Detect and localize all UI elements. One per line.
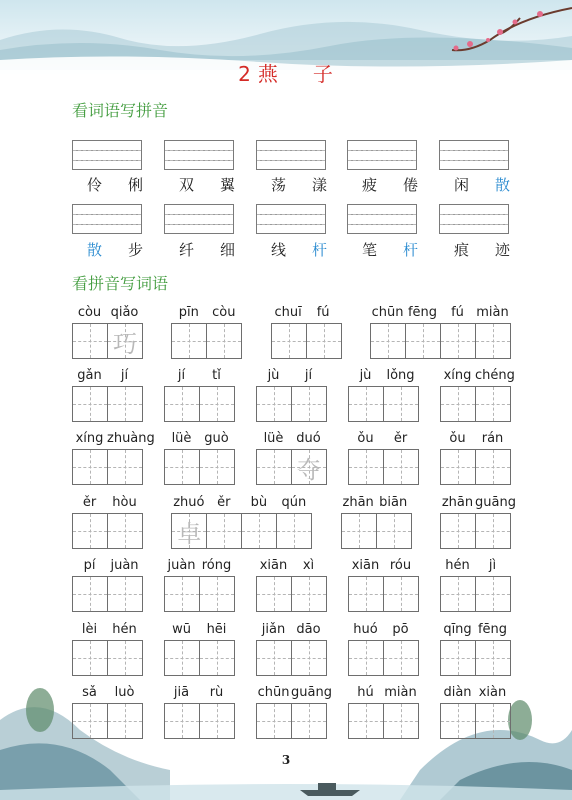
pinyin-syllable: ǒu	[357, 431, 374, 446]
tianzige-grid	[164, 703, 234, 739]
tianzige-grid	[72, 703, 142, 739]
pinyin-label	[440, 558, 510, 573]
tianzige-cell[interactable]	[107, 449, 143, 485]
lesson-number: 2	[238, 62, 252, 86]
tianzige-grid	[164, 640, 234, 676]
pinyin-syllable: fú	[451, 305, 464, 320]
tianzige-cell[interactable]	[376, 513, 412, 549]
pinyin-syllable: jí	[304, 368, 313, 383]
tianzige-cell[interactable]	[256, 386, 292, 422]
pinyin-syllable: zhān	[441, 495, 474, 510]
pinyin-syllable: xì	[302, 558, 315, 573]
pinyin-syllable: còu	[77, 305, 102, 320]
tianzige-cell[interactable]	[107, 513, 143, 549]
pinyin-label	[256, 558, 326, 573]
pinyin-answer-box[interactable]	[256, 140, 326, 170]
tianzige-cell[interactable]	[383, 449, 419, 485]
vocab-word	[447, 239, 517, 260]
pinyin-label	[370, 305, 510, 320]
tianzige-grid	[440, 576, 510, 612]
tianzige-grid	[271, 323, 341, 359]
vocab-char: 杆	[403, 241, 419, 259]
pinyin-answer-box[interactable]	[164, 140, 234, 170]
pinyin-syllable: xíng	[443, 368, 472, 383]
tianzige-cell[interactable]	[440, 449, 476, 485]
tianzige-cell[interactable]	[291, 640, 327, 676]
vocab-char: 倦	[403, 176, 419, 194]
tianzige-grid	[171, 323, 241, 359]
tianzige-cell[interactable]	[171, 323, 207, 359]
tianzige-cell[interactable]	[206, 323, 242, 359]
tianzige-cell[interactable]	[383, 703, 419, 739]
vocab-word	[355, 239, 425, 260]
tianzige-cell[interactable]	[107, 576, 143, 612]
pinyin-syllable: huó	[353, 622, 378, 637]
tianzige-cell[interactable]	[256, 640, 292, 676]
pinyin-syllable: ěr	[217, 495, 231, 510]
pinyin-label	[256, 431, 326, 446]
tianzige-grid	[171, 513, 311, 549]
pinyin-syllable: fú	[316, 305, 330, 320]
pinyin-syllable: ǒu	[449, 431, 466, 446]
tianzige-cell[interactable]	[72, 323, 108, 359]
pinyin-syllable: juàn	[110, 558, 139, 573]
vocab-char: 俐	[128, 176, 144, 194]
tianzige-grid	[256, 576, 326, 612]
pinyin-syllable: fēng	[407, 305, 438, 320]
pinyin-answer-box[interactable]	[72, 204, 142, 234]
tianzige-grid	[348, 640, 418, 676]
tianzige-grid	[72, 640, 142, 676]
tianzige-cell[interactable]	[306, 323, 342, 359]
pinyin-label	[440, 685, 510, 700]
vocab-char: 伶	[86, 176, 102, 194]
pinyin-syllable: juàn	[167, 558, 196, 573]
tianzige-grid	[440, 513, 510, 549]
pinyin-syllable: chéng	[475, 368, 515, 383]
pinyin-label	[440, 495, 516, 510]
tianzige-grid	[348, 386, 418, 422]
tianzige-cell[interactable]	[241, 513, 277, 549]
pinyin-syllable: duó	[296, 431, 321, 446]
tianzige-cell[interactable]	[72, 576, 108, 612]
tianzige-cell[interactable]	[348, 703, 384, 739]
pinyin-syllable: rù	[209, 685, 224, 700]
tianzige-cell[interactable]	[256, 449, 292, 485]
vocab-word	[172, 174, 242, 195]
pinyin-syllable: zhān	[342, 495, 374, 510]
pinyin-syllable: guāng	[291, 685, 332, 700]
pinyin-syllable: zhuó	[173, 495, 205, 510]
pinyin-label	[256, 685, 332, 700]
vocab-char: 翼	[220, 176, 236, 194]
pinyin-syllable: lǒng	[386, 368, 415, 383]
tianzige-grid	[256, 703, 326, 739]
tianzige-cell[interactable]	[276, 513, 312, 549]
lesson-title-char-1: 燕	[257, 62, 279, 86]
pinyin-syllable: xiàn	[478, 685, 507, 700]
pinyin-syllable: pīn	[178, 305, 199, 320]
vocab-char: 痕	[453, 241, 469, 259]
pinyin-syllable: jí	[120, 368, 129, 383]
pinyin-syllable: lèi	[81, 622, 98, 637]
tianzige-cell[interactable]	[405, 323, 441, 359]
pinyin-label	[72, 431, 155, 446]
pinyin-syllable: rán	[481, 431, 504, 446]
section-title-write-pinyin: 看词语写拼音	[72, 101, 169, 120]
tianzige-cell[interactable]	[72, 449, 108, 485]
vocab-char: 细	[220, 241, 236, 259]
pinyin-label	[256, 368, 326, 383]
tianzige-cell[interactable]	[256, 576, 292, 612]
pinyin-answer-box[interactable]	[256, 204, 326, 234]
pinyin-syllable: ěr	[82, 495, 97, 510]
pinyin-syllable: gǎn	[77, 368, 102, 383]
vocab-char: 笔	[361, 241, 377, 259]
tianzige-cell[interactable]	[171, 513, 207, 549]
pinyin-syllable: chūn	[257, 685, 290, 700]
vocab-word	[355, 174, 425, 195]
pinyin-label	[72, 622, 142, 637]
tianzige-cell[interactable]	[107, 386, 143, 422]
tianzige-cell[interactable]	[341, 513, 377, 549]
tianzige-grid	[440, 640, 510, 676]
hint-char: 巧	[113, 329, 137, 358]
pinyin-answer-box[interactable]	[164, 204, 234, 234]
pinyin-label	[271, 305, 341, 320]
tianzige-cell[interactable]	[440, 640, 476, 676]
tianzige-cell[interactable]	[72, 640, 108, 676]
tianzige-cell[interactable]	[199, 640, 235, 676]
tianzige-cell[interactable]	[440, 386, 476, 422]
tianzige-cell[interactable]	[107, 640, 143, 676]
tianzige-cell[interactable]	[107, 323, 143, 359]
vocab-word	[264, 239, 334, 260]
pinyin-label	[164, 558, 234, 573]
vocab-char: 迹	[495, 241, 511, 259]
tianzige-cell[interactable]	[256, 703, 292, 739]
tianzige-cell[interactable]	[440, 513, 476, 549]
pinyin-label	[440, 368, 515, 383]
pinyin-syllable: chuī	[274, 305, 302, 320]
pinyin-syllable: zhuàng	[107, 431, 155, 446]
vocab-char: 漾	[312, 176, 328, 194]
pinyin-label	[348, 431, 418, 446]
pinyin-syllable: diàn	[443, 685, 472, 700]
pinyin-syllable: bù	[250, 495, 268, 510]
tianzige-cell[interactable]	[383, 576, 419, 612]
lesson-title	[0, 58, 572, 87]
vocab-char: 散	[86, 241, 102, 259]
tianzige-grid	[256, 640, 326, 676]
pinyin-syllable: pí	[83, 558, 96, 573]
pinyin-syllable: guò	[204, 431, 229, 446]
vocab-char: 双	[178, 176, 194, 194]
tianzige-cell[interactable]	[475, 449, 511, 485]
vocab-word	[172, 239, 242, 260]
tianzige-grid	[72, 449, 142, 485]
vocab-word	[80, 174, 150, 195]
vocab-word	[447, 174, 517, 195]
pinyin-syllable: hén	[445, 558, 470, 573]
tianzige-cell[interactable]	[475, 323, 511, 359]
pinyin-label	[348, 685, 418, 700]
tianzige-grid	[164, 449, 234, 485]
tianzige-grid	[440, 386, 510, 422]
pinyin-syllable: miàn	[384, 685, 417, 700]
pinyin-syllable: jù	[267, 368, 280, 383]
pinyin-syllable: qún	[281, 495, 307, 510]
pinyin-label	[164, 622, 234, 637]
tianzige-grid	[370, 323, 510, 359]
tianzige-cell[interactable]	[383, 386, 419, 422]
tianzige-grid	[164, 386, 234, 422]
tianzige-cell[interactable]	[164, 640, 200, 676]
pinyin-label	[72, 495, 142, 510]
tianzige-cell[interactable]	[107, 703, 143, 739]
pinyin-syllable: miàn	[476, 305, 509, 320]
tianzige-cell[interactable]	[348, 449, 384, 485]
pinyin-syllable: ěr	[393, 431, 408, 446]
pinyin-syllable: jí	[177, 368, 186, 383]
pinyin-syllable: xiān	[351, 558, 380, 573]
pinyin-syllable: xiān	[259, 558, 288, 573]
pinyin-label	[440, 431, 510, 446]
pinyin-syllable: hén	[112, 622, 137, 637]
pinyin-label	[164, 368, 234, 383]
pinyin-syllable: lüè	[263, 431, 284, 446]
tianzige-cell[interactable]	[348, 576, 384, 612]
pinyin-answer-box[interactable]	[439, 204, 509, 234]
tianzige-cell[interactable]	[72, 386, 108, 422]
vocab-char: 荡	[270, 176, 286, 194]
pinyin-label	[171, 495, 311, 510]
hint-char: 夺	[297, 455, 321, 484]
tianzige-grid	[348, 576, 418, 612]
tianzige-cell[interactable]	[291, 703, 327, 739]
pinyin-syllable: tǐ	[212, 368, 221, 383]
pinyin-syllable: sǎ	[82, 685, 97, 700]
pinyin-label	[72, 368, 142, 383]
pinyin-syllable: wū	[172, 622, 191, 637]
tianzige-cell[interactable]	[475, 576, 511, 612]
vocab-char: 步	[128, 241, 144, 259]
tianzige-cell[interactable]	[475, 703, 511, 739]
tianzige-cell[interactable]	[72, 513, 108, 549]
section-title-write-words: 看拼音写词语	[72, 274, 169, 293]
tianzige-grid	[348, 449, 418, 485]
tianzige-grid	[440, 703, 510, 739]
tianzige-cell[interactable]	[370, 323, 406, 359]
vocab-word	[80, 239, 150, 260]
vocab-char: 疲	[361, 176, 377, 194]
tianzige-cell[interactable]	[164, 576, 200, 612]
pinyin-syllable: qiǎo	[110, 305, 139, 320]
pinyin-syllable: guāng	[475, 495, 516, 510]
pinyin-syllable: hòu	[112, 495, 137, 510]
tianzige-grid	[341, 513, 411, 549]
pinyin-label	[72, 685, 142, 700]
tianzige-cell[interactable]	[291, 576, 327, 612]
pinyin-answer-box[interactable]	[347, 140, 417, 170]
tianzige-cell[interactable]	[383, 640, 419, 676]
pinyin-syllable: còu	[212, 305, 236, 320]
tianzige-cell[interactable]	[291, 386, 327, 422]
pinyin-syllable: dāo	[296, 622, 321, 637]
tianzige-cell[interactable]	[291, 449, 327, 485]
pinyin-label	[348, 622, 418, 637]
tianzige-grid	[348, 703, 418, 739]
vocab-char: 纤	[178, 241, 194, 259]
tianzige-cell[interactable]	[271, 323, 307, 359]
tianzige-cell[interactable]	[475, 513, 511, 549]
pinyin-label	[256, 622, 326, 637]
pinyin-syllable: lüè	[171, 431, 192, 446]
pinyin-syllable: jiā	[173, 685, 190, 700]
pinyin-syllable: luò	[114, 685, 135, 700]
pinyin-syllable: róng	[201, 558, 232, 573]
pinyin-syllable: qīng	[443, 622, 472, 637]
tianzige-grid	[256, 386, 326, 422]
tianzige-grid	[164, 576, 234, 612]
pinyin-syllable: pō	[392, 622, 409, 637]
pinyin-syllable: jù	[359, 368, 372, 383]
tianzige-cell[interactable]	[475, 640, 511, 676]
lesson-title-char-2: 子	[312, 62, 334, 86]
tianzige-cell[interactable]	[475, 386, 511, 422]
pinyin-label	[341, 495, 411, 510]
pinyin-syllable: chūn	[371, 305, 404, 320]
tianzige-cell[interactable]	[164, 386, 200, 422]
pinyin-syllable: jiǎn	[261, 622, 286, 637]
tianzige-cell[interactable]	[164, 703, 200, 739]
pinyin-label	[164, 685, 234, 700]
page-number: 3	[281, 753, 291, 767]
vocab-char: 杆	[312, 241, 328, 259]
hint-char: 卓	[177, 519, 202, 548]
pinyin-label	[72, 558, 142, 573]
pinyin-syllable: hú	[357, 685, 374, 700]
vocab-word	[264, 174, 334, 195]
pinyin-label	[72, 305, 142, 320]
tianzige-cell[interactable]	[72, 703, 108, 739]
tianzige-grid	[256, 449, 326, 485]
pinyin-label	[164, 431, 234, 446]
vocab-char: 散	[495, 176, 511, 194]
tianzige-cell[interactable]	[206, 513, 242, 549]
tianzige-cell[interactable]	[440, 323, 476, 359]
tianzige-grid	[440, 449, 510, 485]
vocab-char: 闲	[453, 176, 469, 194]
tianzige-cell[interactable]	[348, 386, 384, 422]
tianzige-cell[interactable]	[164, 449, 200, 485]
pinyin-label	[171, 305, 241, 320]
pinyin-answer-box[interactable]	[347, 204, 417, 234]
tianzige-grid	[72, 386, 142, 422]
tianzige-grid	[72, 513, 142, 549]
vocab-char: 线	[270, 241, 286, 259]
tianzige-cell[interactable]	[199, 576, 235, 612]
tianzige-grid	[72, 576, 142, 612]
pinyin-syllable: fēng	[477, 622, 508, 637]
pinyin-syllable: hēi	[206, 622, 227, 637]
tianzige-grid	[72, 323, 142, 359]
pinyin-answer-box[interactable]	[72, 140, 142, 170]
tianzige-cell[interactable]	[199, 703, 235, 739]
tianzige-cell[interactable]	[199, 386, 235, 422]
tianzige-cell[interactable]	[440, 703, 476, 739]
tianzige-cell[interactable]	[348, 640, 384, 676]
pinyin-label	[440, 622, 510, 637]
pinyin-syllable: biān	[379, 495, 408, 510]
pinyin-answer-box[interactable]	[439, 140, 509, 170]
pinyin-syllable: xíng	[75, 431, 104, 446]
pinyin-syllable: róu	[389, 558, 412, 573]
pinyin-label	[348, 368, 418, 383]
pinyin-syllable: jì	[488, 558, 497, 573]
tianzige-cell[interactable]	[440, 576, 476, 612]
tianzige-cell[interactable]	[199, 449, 235, 485]
pinyin-label	[348, 558, 418, 573]
